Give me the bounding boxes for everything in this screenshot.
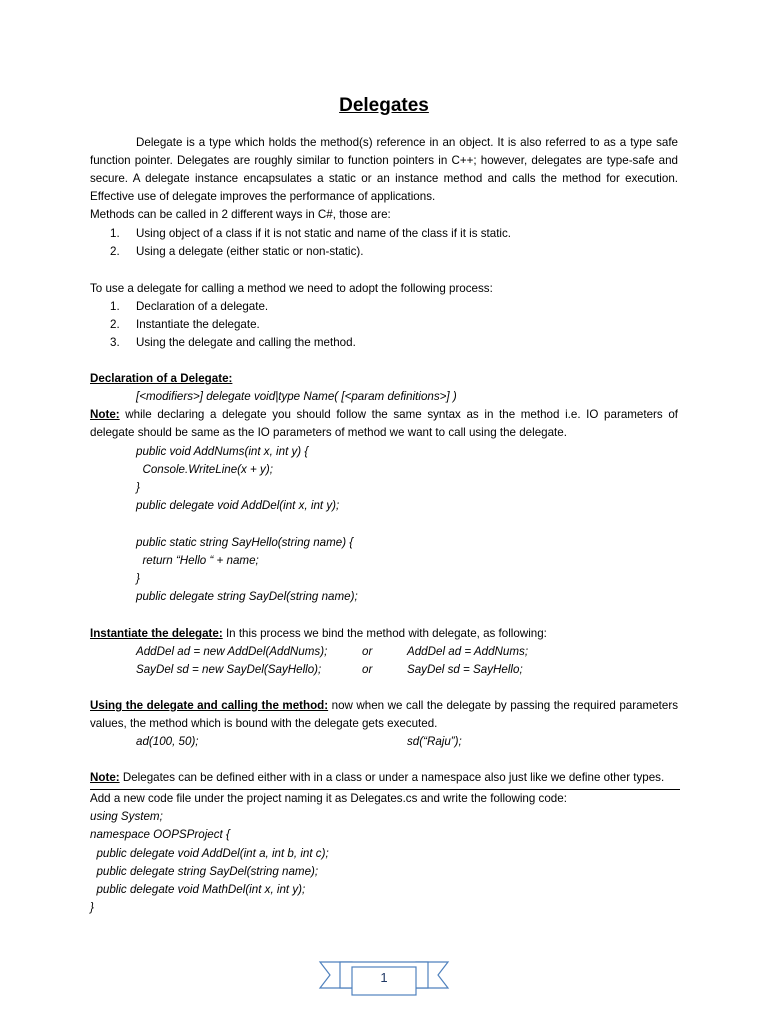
using-paragraph-line-1 [90, 697, 678, 715]
instantiate-or: or [362, 663, 373, 676]
code-line: namespace OOPSProject { [90, 828, 230, 841]
note-text: while declaring a delegate you should follow the same syntax as in the method i.e. IO parameters of [119, 408, 678, 421]
code-line: } [136, 481, 140, 494]
codefile-intro: Add a new code file under the project naming it as Delegates.cs and write the following code: [90, 792, 567, 805]
ways-item-2-number: 2. [110, 245, 120, 258]
instantiate-or: or [362, 645, 373, 658]
process-item-3-number: 3. [110, 336, 120, 349]
code-line: public delegate string SayDel(string name); [136, 590, 358, 603]
intro-line-1: Delegate is a type which holds the method(s) reference in an object. It is also referred to as a type safe [136, 136, 678, 149]
instantiate-paragraph [90, 625, 678, 643]
instantiate-heading: Instantiate the delegate: [90, 627, 223, 640]
instantiate-right: SayDel sd = SayHello; [407, 663, 523, 676]
instantiate-right: AddDel ad = AddNums; [407, 645, 529, 658]
call-example-right: sd(“Raju”); [407, 735, 462, 748]
declaration-heading: Declaration of a Delegate: [90, 372, 233, 385]
intro-line-4: Effective use of delegate improves the performance of applications. [90, 190, 436, 203]
ways-item-1-text: Using object of a class if it is not static and name of the class if it is static. [136, 227, 512, 240]
process-item-1-text: Declaration of a delegate. [136, 300, 269, 313]
namespace-note [90, 769, 678, 787]
process-item-2-number: 2. [110, 318, 120, 331]
code-line: public delegate string SayDel(string name); [90, 865, 319, 878]
code-line: using System; [90, 810, 163, 823]
instantiate-left: SayDel sd = new SayDel(SayHello); [136, 663, 322, 676]
code-line: public static string SayHello(string name) { [136, 536, 354, 549]
page-number-ribbon [318, 958, 450, 998]
using-paragraph-line-2: values, the method which is bound with the delegate gets executed. [90, 717, 438, 730]
call-example-left: ad(100, 50); [136, 735, 199, 748]
code-line: return “Hello “ + name; [136, 554, 259, 567]
code-line: public delegate void MathDel(int x, int y); [90, 883, 306, 896]
code-line: } [136, 572, 140, 585]
code-line: Console.WriteLine(x + y); [136, 463, 273, 476]
code-line: public void AddNums(int x, int y) { [136, 445, 309, 458]
code-line: } [90, 901, 94, 914]
note-label: Note: [90, 771, 120, 784]
instantiate-left: AddDel ad = new AddDel(AddNums); [136, 645, 328, 658]
using-text: now when we call the delegate by passing the required parameters [328, 699, 678, 712]
ways-item-1-number: 1. [110, 227, 120, 240]
page-title: Delegates [339, 95, 429, 116]
intro-line-2: function pointer. Delegates are roughly similar to function pointers in C++; however, delegates are type-safe and [90, 154, 678, 167]
process-intro: To use a delegate for calling a method we need to adopt the following process: [90, 282, 493, 295]
instantiate-text: In this process we bind the method with delegate, as following: [222, 627, 547, 640]
declaration-note-line-2: delegate should be same as the IO parameters of method we want to call using the delegate. [90, 426, 567, 439]
process-item-2-text: Instantiate the delegate. [136, 318, 260, 331]
intro-line-3: secure. A delegate instance encapsulates a static or an instance method and calls the method for execution. [90, 172, 678, 185]
declaration-note-line-1 [90, 406, 678, 424]
ways-intro: Methods can be called in 2 different ways in C#, those are: [90, 208, 391, 221]
ways-item-2-text: Using a delegate (either static or non-static). [136, 245, 364, 258]
declaration-syntax: [<modifiers>] delegate void|type Name( [<param definitions>] ) [136, 390, 457, 403]
code-line: public delegate void AddDel(int x, int y); [136, 499, 340, 512]
code-line: public delegate void AddDel(int a, int b, int c); [90, 847, 329, 860]
note-text: Delegates can be defined either with in a class or under a namespace also just like we define other types. [119, 771, 665, 784]
process-item-3-text: Using the delegate and calling the method. [136, 336, 356, 349]
using-heading: Using the delegate and calling the method: [90, 699, 329, 712]
page-number: 1 [380, 970, 388, 985]
note-label: Note: [90, 408, 120, 421]
process-item-1-number: 1. [110, 300, 120, 313]
